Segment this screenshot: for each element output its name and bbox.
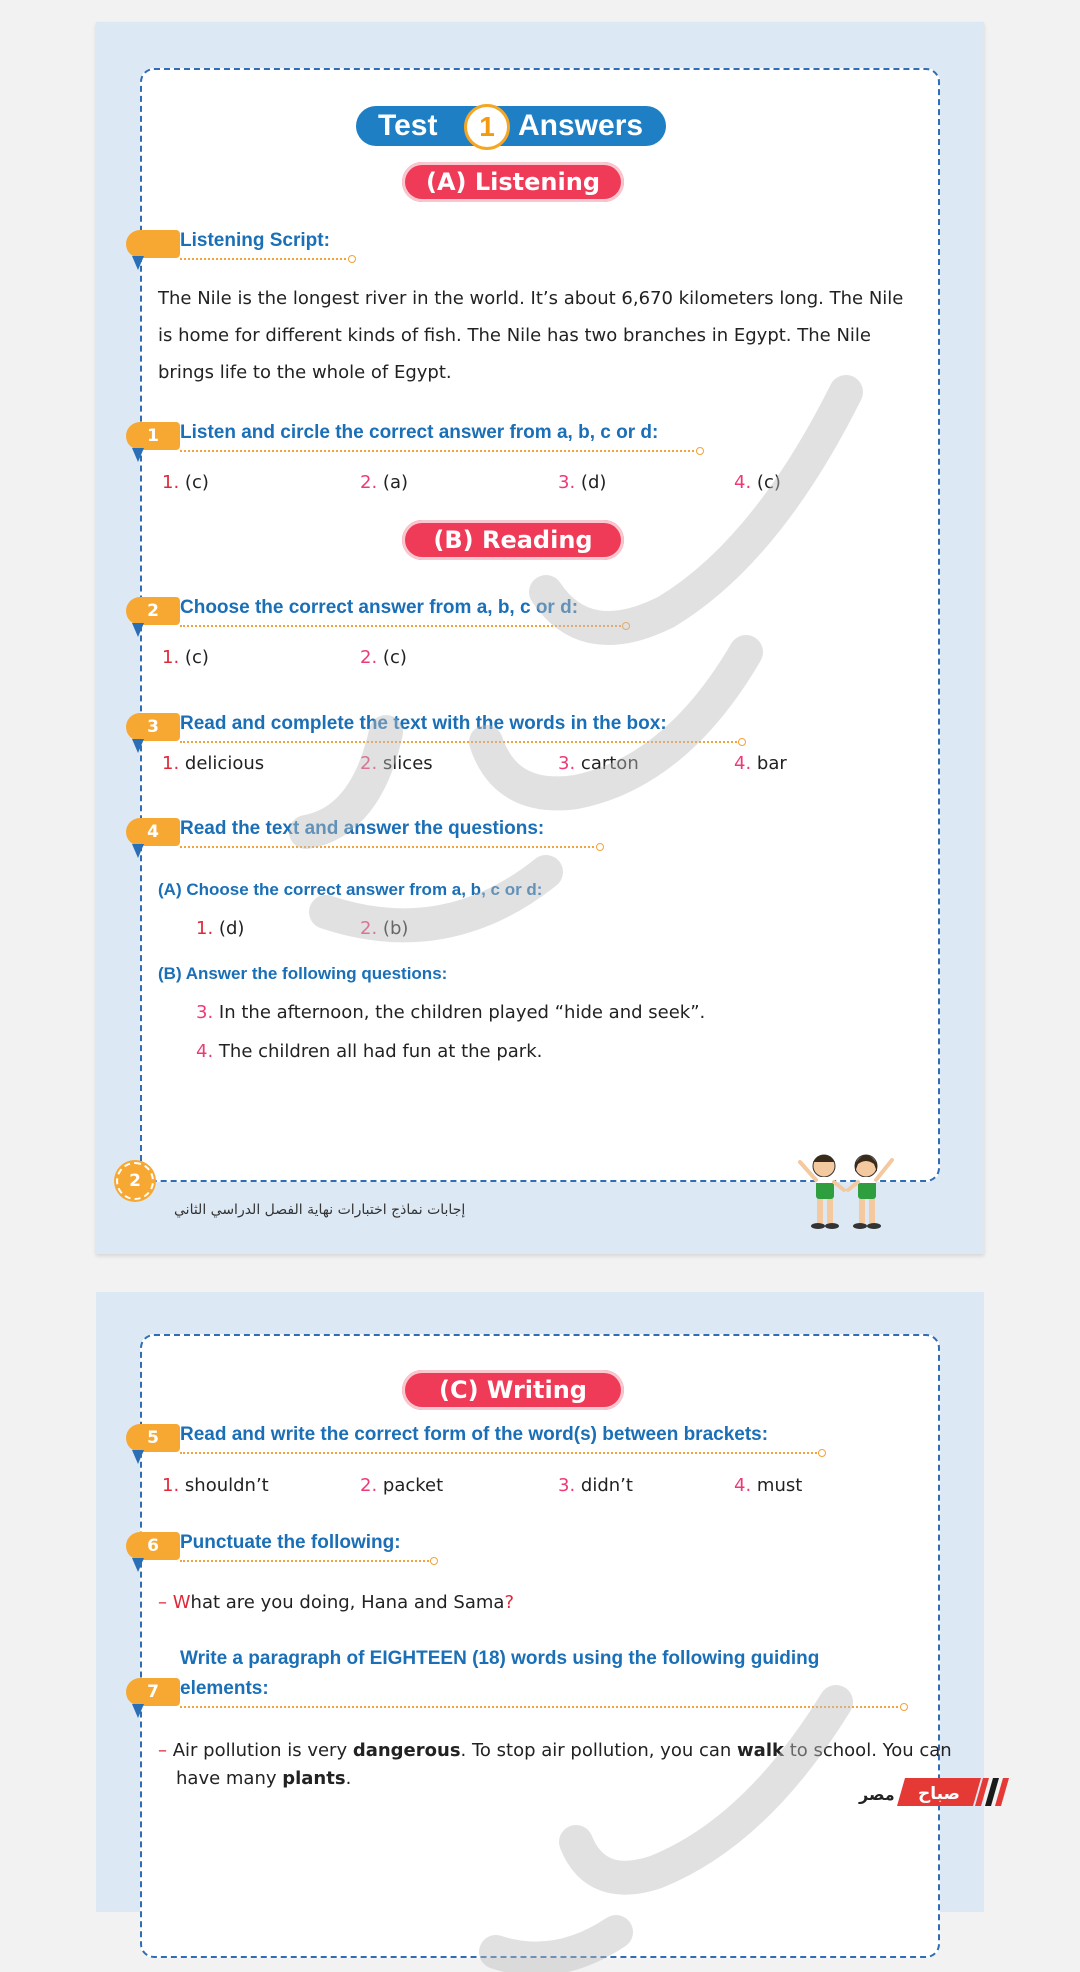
q1-answer-2: 2. (a) [360, 472, 408, 493]
heading-underline [180, 625, 624, 627]
q4-sub-b-heading: (B) Answer the following questions: [158, 964, 448, 983]
section-reading-label: (B) Reading [402, 520, 624, 560]
heading-text: Choose the correct answer from a, b, c or d: [180, 597, 579, 618]
title-test-word: Test [378, 109, 438, 142]
title-answers-word: Answers [518, 109, 644, 142]
heading-underline [180, 1706, 902, 1708]
q2-answer-1: 1. (c) [162, 647, 209, 668]
question-number-tab: 7 [126, 1678, 180, 1706]
heading-text: Read the text and answer the questions: [180, 818, 545, 839]
q5-answer-4: 4. must [734, 1475, 803, 1496]
heading-underline [180, 258, 350, 260]
heading-underline [180, 1452, 820, 1454]
heading-text: Read and complete the text with the words in the box: [180, 713, 667, 734]
heading-underline [180, 846, 598, 848]
q4-b-answer-4: 4. The children all had fun at the park. [196, 1041, 543, 1062]
question-number-tab: 4 [126, 818, 180, 846]
sabah-masr-logo [855, 1774, 1015, 1810]
heading-text: Listen and circle the correct answer from a, b, c or d: [180, 422, 659, 443]
child-right-icon [848, 1155, 892, 1229]
q1-answer-3: 3. (d) [558, 472, 607, 493]
heading-underline [180, 450, 698, 452]
answer-page-2 [96, 1292, 984, 1912]
q5-answer-1: 1. shouldn’t [162, 1475, 269, 1496]
q3-answer-4: 4. bar [734, 753, 787, 774]
question-number-tab: 3 [126, 713, 180, 741]
logo-text-dark: مصر [859, 1785, 895, 1804]
heading-text: Punctuate the following: [180, 1532, 401, 1553]
heading-underline [180, 741, 740, 743]
heading-text: Listening Script: [180, 230, 330, 251]
q6-answer: – What are you doing, Hana and Sama? [158, 1592, 515, 1613]
children-illustration [796, 1142, 896, 1238]
q3-answer-2: 2. slices [360, 753, 433, 774]
q7-answer-line-1: – Air pollution is very dangerous. To stop air pollution, you can walk to school. You can [158, 1740, 952, 1761]
test-title [356, 106, 666, 146]
q3-answer-1: 1. delicious [162, 753, 265, 774]
q4-sub-a-heading: (A) Choose the correct answer from a, b, c or d: [158, 880, 543, 899]
page-number-badge: 2 [116, 1162, 154, 1200]
q3-answer-3: 3. carton [558, 753, 639, 774]
question-number-tab: 2 [126, 597, 180, 625]
title-number-badge: 1 [464, 104, 510, 150]
heading-text-line-1: Write a paragraph of EIGHTEEN (18) words using the following guiding [180, 1648, 820, 1669]
question-number-tab: 6 [126, 1532, 180, 1560]
logo-text-red: صباح [917, 1784, 961, 1804]
heading-tab [126, 230, 180, 258]
q1-answer-4: 4. (c) [734, 472, 781, 493]
section-writing-label: (C) Writing [402, 1370, 624, 1410]
question-number-tab: 1 [126, 422, 180, 450]
question-number-tab: 5 [126, 1424, 180, 1452]
heading-underline [180, 1560, 432, 1562]
q1-answer-1: 1. (c) [162, 472, 209, 493]
q4-a-answer-1: 1. (d) [196, 918, 245, 939]
heading-text: Read and write the correct form of the word(s) between brackets: [180, 1424, 769, 1445]
q4-b-answer-3: 3. In the afternoon, the children played “hide and seek”. [196, 1002, 706, 1023]
footer-arabic-caption: إجابات نماذج اختبارات نهاية الفصل الدراسي الثاني [174, 1202, 466, 1218]
child-left-icon [800, 1155, 844, 1229]
q2-answer-2: 2. (c) [360, 647, 407, 668]
q4-a-answer-2: 2. (b) [360, 918, 409, 939]
q5-answer-3: 3. didn’t [558, 1475, 633, 1496]
listening-script-text: The Nile is the longest river in the world. It’s about 6,670 kilometers long. The Nile is home for different kinds of fish. The Nile has two branches in Egypt. The Nile brings life to the whole of Egypt. [158, 288, 904, 383]
section-listening-label: (A) Listening [402, 162, 624, 202]
q5-answer-2: 2. packet [360, 1475, 444, 1496]
answer-page-1 [96, 22, 984, 1254]
heading-text-line-2: elements: [180, 1678, 269, 1699]
q7-answer-line-2: have many plants. [176, 1768, 352, 1789]
